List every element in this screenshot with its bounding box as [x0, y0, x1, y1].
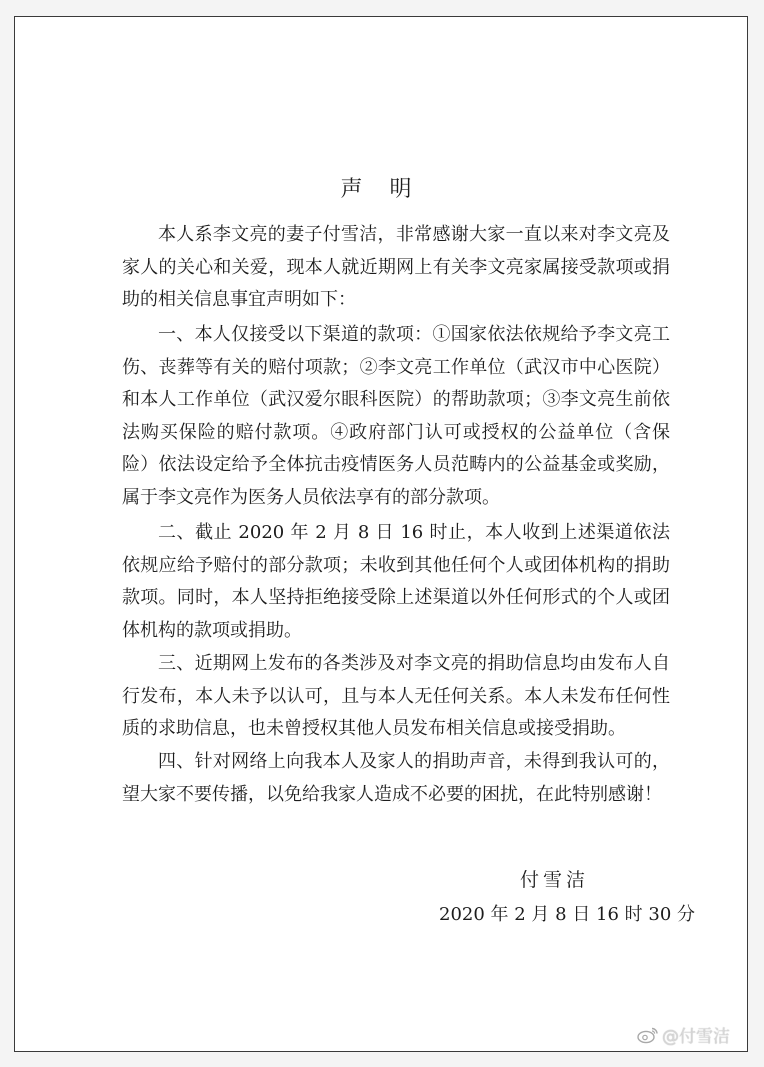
watermark-text: @付雪洁 — [662, 1027, 730, 1047]
intro-paragraph: 本人系李文亮的妻子付雪洁，非常感谢大家一直以来对李文亮及家人的关心和关爱，现本人就近期网上有关李文亮家属接受款项或捐助的相关信息事宜声明如下： — [122, 224, 670, 310]
document-title: 声 明 — [340, 177, 422, 202]
clause-one-paragraph: 一、本人仅接受以下渠道的款项：①国家依法依规给予李文亮工伤、丧葬等有关的赔付项款；②李文亮工作单位（武汉市中心医院）和本人工作单位（武汉爱尔眼科医院）的帮助款项；③李文亮生前依法购买保险的赔付款项。④政府部门认可或授权的公益单位（含保险）依法设定给予全体抗击疫情医务人员范畴内的公益基金或奖励，属于李文亮作为医务人员依法享有的部分款项。 — [122, 324, 670, 508]
weibo-icon — [637, 1026, 659, 1044]
signature-date: 2020 年 2 月 8 日 16 时 30 分 — [439, 904, 696, 925]
clause-four-paragraph: 四、针对网络上向我本人及家人的捐助声音，未得到我认可的，望大家不要传播，以免给我家人造成不必要的困扰，在此特别感谢！ — [122, 751, 670, 805]
weibo-watermark — [637, 1022, 730, 1047]
signature-name: 付雪洁 — [520, 869, 590, 891]
clause-three-paragraph: 三、近期网上发布的各类涉及对李文亮的捐助信息均由发布人自行发布，本人未予以认可，且与本人无任何关系。本人未发布任何性质的求助信息，也未曾授权其他人员发布相关信息或接受捐助。 — [122, 653, 670, 739]
document-page — [14, 16, 748, 1052]
clause-two-paragraph: 二、截止 2020 年 2 月 8 日 16 时止，本人收到上述渠道依法依规应给予赔付的部分款项；未收到其他任何个人或团体机构的捐助款项。同时，本人坚持拒绝接受除上述渠道以外任何形式的个人或团体机构的款项或捐助。 — [122, 522, 670, 641]
